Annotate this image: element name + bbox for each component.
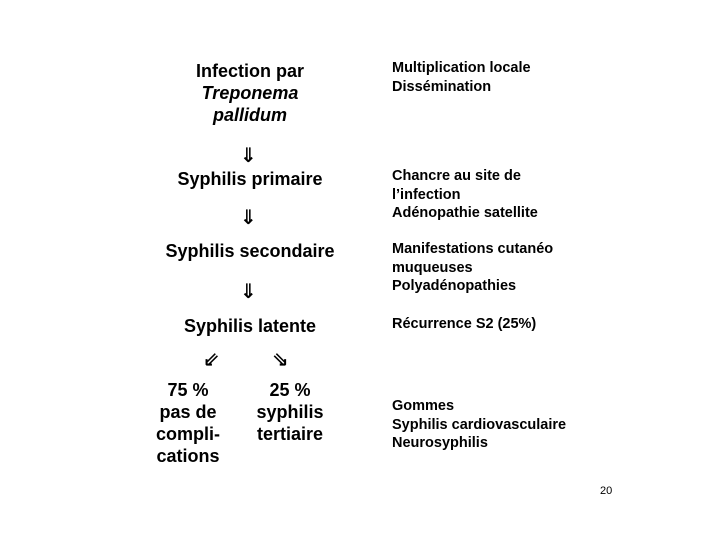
down-right-arrow-icon: ⇘ [272, 349, 289, 371]
desc-secondary-line: Manifestations cutanéo [392, 241, 554, 257]
desc-tertiary [392, 397, 566, 453]
down-arrow-icon: ⇓ [240, 281, 257, 303]
down-arrow-icon: ⇓ [240, 207, 257, 229]
stage-primary: Syphilis primaire [177, 169, 323, 189]
desc-latent-line: Récurrence S2 (25%) [392, 316, 537, 332]
desc-primary-line: Chancre au site de [392, 168, 521, 184]
desc-secondary-line: muqueuses [392, 259, 473, 276]
down-arrow-icon: ⇓ [240, 145, 257, 167]
desc-infection-line: Multiplication locale [392, 60, 531, 76]
branch-right-line: 25 % [269, 380, 311, 400]
branch-no-complications [138, 379, 238, 467]
down-left-arrow-icon: ⇙ [203, 349, 220, 371]
branch-right-line: syphilis [256, 402, 324, 422]
desc-infection-line: Dissémination [392, 78, 492, 95]
desc-primary-line: l’infection [392, 186, 461, 203]
slide-number: 20 [600, 485, 613, 497]
desc-secondary-line: Polyadénopathies [392, 278, 517, 294]
stage-secondary: Syphilis secondaire [165, 241, 335, 261]
branch-left-line: compli- [155, 424, 220, 444]
desc-primary-line: Adénopathie satellite [392, 205, 538, 221]
branch-tertiary [245, 379, 335, 445]
desc-tertiary-line: Gommes [392, 398, 455, 414]
stage-latent: Syphilis latente [183, 316, 317, 336]
desc-secondary [392, 240, 553, 296]
branch-right-line: tertiaire [256, 424, 324, 444]
stage-infection-line2: Treponema [201, 83, 299, 103]
stage-infection-line1: Infection par [195, 61, 304, 81]
branch-left-line: cations [156, 446, 220, 466]
stage-infection [150, 60, 350, 126]
desc-tertiary-line: Syphilis cardiovasculaire [392, 416, 567, 433]
desc-latent [392, 315, 536, 334]
stage-infection-line3: pallidum [212, 105, 287, 125]
branch-left-line: 75 % [167, 380, 209, 400]
desc-tertiary-line: Neurosyphilis [392, 435, 488, 451]
branch-left-line: pas de [159, 402, 217, 422]
desc-primary [392, 167, 538, 223]
desc-infection [392, 59, 531, 96]
